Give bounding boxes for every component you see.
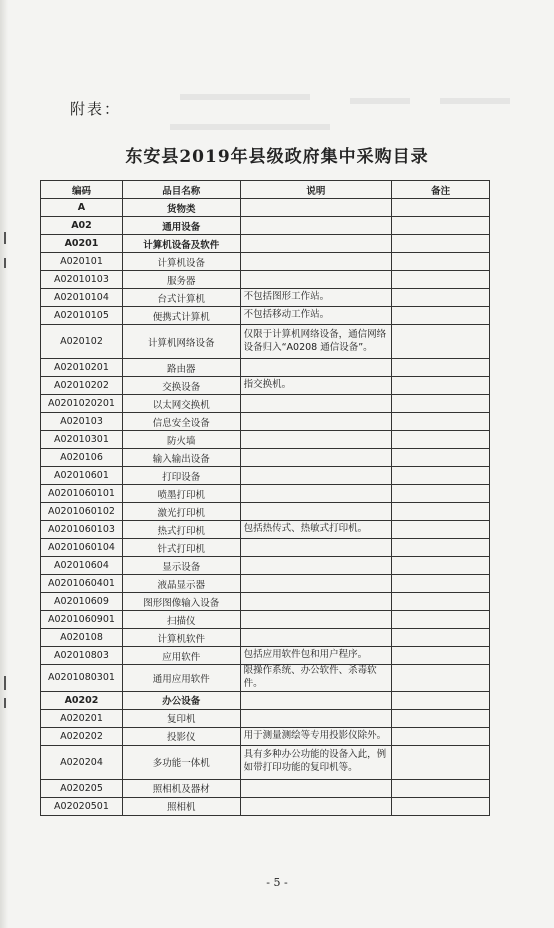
item-code-cell: A020106 [41, 449, 123, 467]
table-row [41, 611, 490, 629]
description-cell: 用于测量测绘等专用投影仪除外。 [240, 727, 392, 745]
remark-cell [392, 797, 490, 815]
item-code-cell: A020201 [41, 709, 123, 727]
item-code-cell: A [41, 199, 123, 217]
table-header-row [41, 181, 490, 199]
remark-cell [392, 199, 490, 217]
item-name-cell: 计算机设备及软件 [122, 235, 240, 253]
item-code-cell: A0201080301 [41, 665, 123, 692]
item-code-cell: A020108 [41, 629, 123, 647]
table-row [41, 503, 490, 521]
remark-cell [392, 359, 490, 377]
remark-cell [392, 235, 490, 253]
description-cell [240, 485, 392, 503]
procurement-catalog-table [40, 180, 490, 816]
item-code-cell: A020202 [41, 727, 123, 745]
item-name-cell: 复印机 [122, 709, 240, 727]
item-name-cell: 照相机及器材 [122, 779, 240, 797]
remark-cell [392, 539, 490, 557]
remark-cell [392, 449, 490, 467]
table-row [41, 557, 490, 575]
item-code-cell: A02020501 [41, 797, 123, 815]
item-code-cell: A020101 [41, 253, 123, 271]
item-code-cell: A0201060102 [41, 503, 123, 521]
column-header-description: 说明 [240, 181, 392, 199]
table-row [41, 575, 490, 593]
description-cell [240, 449, 392, 467]
item-name-cell: 激光打印机 [122, 503, 240, 521]
item-name-cell: 投影仪 [122, 727, 240, 745]
remark-cell [392, 413, 490, 431]
table-row [41, 217, 490, 235]
remark-cell [392, 217, 490, 235]
description-cell [240, 611, 392, 629]
remark-cell [392, 709, 490, 727]
description-cell [240, 709, 392, 727]
remark-cell [392, 521, 490, 539]
description-cell: 仅限于计算机网络设备，通信网络设备归入“A0208 通信设备”。 [240, 325, 392, 359]
description-cell [240, 467, 392, 485]
remark-cell [392, 325, 490, 359]
description-cell [240, 503, 392, 521]
item-name-cell: 计算机网络设备 [122, 325, 240, 359]
description-cell [240, 779, 392, 797]
description-cell: 指交换机。 [240, 377, 392, 395]
item-name-cell: 喷墨打印机 [122, 485, 240, 503]
remark-cell [392, 629, 490, 647]
remark-cell [392, 253, 490, 271]
item-name-cell: 液晶显示器 [122, 575, 240, 593]
table-body [41, 199, 490, 816]
remark-cell [392, 593, 490, 611]
description-cell [240, 253, 392, 271]
item-name-cell: 应用软件 [122, 647, 240, 665]
item-name-cell: 通用设备 [122, 217, 240, 235]
item-code-cell: A020205 [41, 779, 123, 797]
description-cell [240, 575, 392, 593]
item-code-cell: A02010601 [41, 467, 123, 485]
description-cell [240, 629, 392, 647]
item-name-cell: 照相机 [122, 797, 240, 815]
item-code-cell: A02010202 [41, 377, 123, 395]
item-code-cell: A0201020201 [41, 395, 123, 413]
remark-cell [392, 467, 490, 485]
description-cell: 包括热传式、热敏式打印机。 [240, 521, 392, 539]
remark-cell [392, 289, 490, 307]
table-row [41, 467, 490, 485]
item-name-cell: 显示设备 [122, 557, 240, 575]
binder-hole-mark [4, 698, 6, 708]
item-code-cell: A02 [41, 217, 123, 235]
description-cell [240, 691, 392, 709]
table-row [41, 797, 490, 815]
item-name-cell: 针式打印机 [122, 539, 240, 557]
table-row [41, 691, 490, 709]
item-name-cell: 热式打印机 [122, 521, 240, 539]
remark-cell [392, 779, 490, 797]
table-row [41, 449, 490, 467]
bleed-through-text [180, 94, 310, 100]
column-header-code: 编码 [41, 181, 123, 199]
item-name-cell: 扫描仪 [122, 611, 240, 629]
item-code-cell: A0202 [41, 691, 123, 709]
description-cell [240, 235, 392, 253]
table-row [41, 431, 490, 449]
item-name-cell: 路由器 [122, 359, 240, 377]
description-cell [240, 413, 392, 431]
remark-cell [392, 377, 490, 395]
item-name-cell: 以太网交换机 [122, 395, 240, 413]
page-number: - 5 - [266, 876, 288, 889]
remark-cell [392, 691, 490, 709]
item-code-cell: A020204 [41, 745, 123, 779]
table-row [41, 307, 490, 325]
item-name-cell: 输入输出设备 [122, 449, 240, 467]
description-cell: 不包括移动工作站。 [240, 307, 392, 325]
remark-cell [392, 503, 490, 521]
table-row [41, 289, 490, 307]
column-header-item-name: 品目名称 [122, 181, 240, 199]
item-code-cell: A0201060101 [41, 485, 123, 503]
item-code-cell: A0201060401 [41, 575, 123, 593]
binder-hole-mark [4, 258, 6, 268]
table-row [41, 727, 490, 745]
table-row [41, 235, 490, 253]
item-name-cell: 多功能一体机 [122, 745, 240, 779]
item-name-cell: 图形图像输入设备 [122, 593, 240, 611]
remark-cell [392, 271, 490, 289]
table-row [41, 359, 490, 377]
description-cell [240, 199, 392, 217]
table-row [41, 709, 490, 727]
description-cell [240, 539, 392, 557]
item-code-cell: A02010609 [41, 593, 123, 611]
table-row [41, 395, 490, 413]
remark-cell [392, 395, 490, 413]
item-name-cell: 办公设备 [122, 691, 240, 709]
table-row [41, 745, 490, 779]
item-name-cell: 货物类 [122, 199, 240, 217]
item-code-cell: A0201 [41, 235, 123, 253]
bleed-through-text [350, 98, 410, 104]
remark-cell [392, 431, 490, 449]
table-row [41, 521, 490, 539]
column-header-remark: 备注 [392, 181, 490, 199]
item-name-cell: 防火墙 [122, 431, 240, 449]
table-row [41, 377, 490, 395]
item-name-cell: 计算机设备 [122, 253, 240, 271]
item-name-cell: 交换设备 [122, 377, 240, 395]
remark-cell [392, 557, 490, 575]
item-code-cell: A020102 [41, 325, 123, 359]
remark-cell [392, 307, 490, 325]
table-row [41, 779, 490, 797]
description-cell [240, 557, 392, 575]
item-name-cell: 打印设备 [122, 467, 240, 485]
item-name-cell: 信息安全设备 [122, 413, 240, 431]
item-code-cell: A0201060901 [41, 611, 123, 629]
remark-cell [392, 647, 490, 665]
description-cell [240, 359, 392, 377]
description-cell: 不包括图形工作站。 [240, 289, 392, 307]
description-cell [240, 271, 392, 289]
document-title: 东安县2019年县级政府集中采购目录 [125, 147, 429, 167]
description-cell: 包括应用软件包和用户程序。 [240, 647, 392, 665]
annex-label: 附表： [70, 100, 122, 118]
description-cell [240, 217, 392, 235]
table-row [41, 253, 490, 271]
remark-cell [392, 575, 490, 593]
remark-cell [392, 611, 490, 629]
description-cell: 限操作系统、办公软件、杀毒软件。 [240, 665, 392, 692]
table-row [41, 199, 490, 217]
item-name-cell: 台式计算机 [122, 289, 240, 307]
table-row [41, 647, 490, 665]
item-code-cell: A0201060103 [41, 521, 123, 539]
item-name-cell: 通用应用软件 [122, 665, 240, 692]
bleed-through-text [170, 124, 330, 130]
item-code-cell: A02010301 [41, 431, 123, 449]
description-cell: 具有多种办公功能的设备入此，例如带打印功能的复印机等。 [240, 745, 392, 779]
bleed-through-text [440, 98, 510, 104]
table-row [41, 539, 490, 557]
description-cell [240, 395, 392, 413]
page-edge-shadow [0, 0, 8, 928]
remark-cell [392, 727, 490, 745]
item-code-cell: A02010103 [41, 271, 123, 289]
item-code-cell: A02010604 [41, 557, 123, 575]
description-cell [240, 431, 392, 449]
remark-cell [392, 745, 490, 779]
description-cell [240, 797, 392, 815]
table-row [41, 485, 490, 503]
table-row [41, 593, 490, 611]
table-row [41, 629, 490, 647]
item-code-cell: A02010803 [41, 647, 123, 665]
binder-hole-mark [4, 676, 6, 690]
item-code-cell: A02010201 [41, 359, 123, 377]
remark-cell [392, 665, 490, 692]
description-cell [240, 593, 392, 611]
item-code-cell: A02010105 [41, 307, 123, 325]
item-name-cell: 便携式计算机 [122, 307, 240, 325]
item-name-cell: 计算机软件 [122, 629, 240, 647]
table-row [41, 271, 490, 289]
item-name-cell: 服务器 [122, 271, 240, 289]
table-row [41, 665, 490, 692]
table-row [41, 413, 490, 431]
binder-hole-mark [4, 232, 6, 244]
remark-cell [392, 485, 490, 503]
item-code-cell: A0201060104 [41, 539, 123, 557]
table-row [41, 325, 490, 359]
item-code-cell: A020103 [41, 413, 123, 431]
item-code-cell: A02010104 [41, 289, 123, 307]
